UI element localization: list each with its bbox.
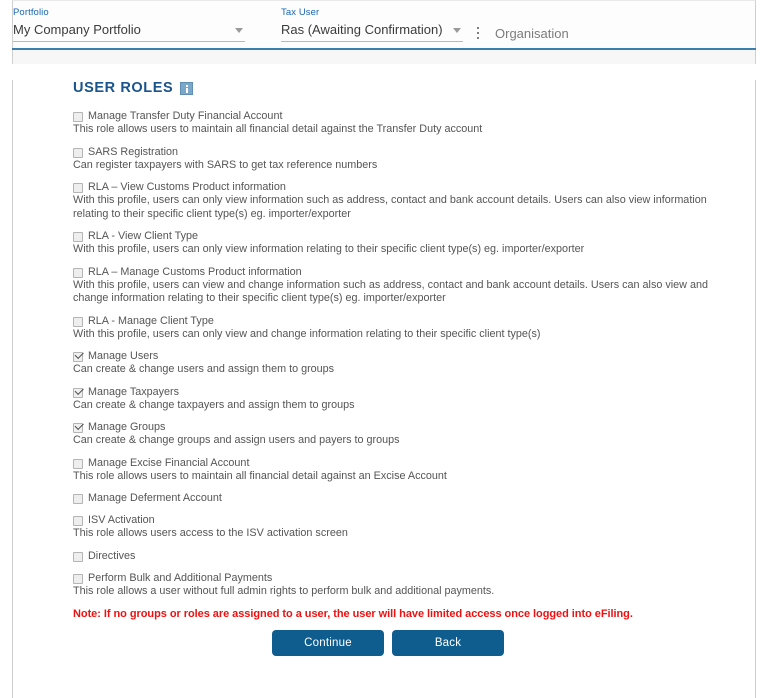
- role-item: [73, 230, 755, 257]
- role-checkbox[interactable]: [73, 423, 83, 433]
- role-title: Directives: [88, 549, 136, 562]
- role-title: RLA - View Client Type: [88, 230, 199, 242]
- role-description: Can create & change users and assign them to groups: [73, 363, 335, 375]
- context-toolbar: [12, 0, 756, 48]
- kebab-dot: [477, 27, 480, 30]
- tax-user-selector[interactable]: [281, 7, 463, 42]
- role-description: With this profile, users can only view and change information relating to their specific client type(s): [73, 327, 541, 340]
- role-checkbox[interactable]: [73, 183, 83, 193]
- role-description: This role allows users to maintain all financial detail against an Excise Account: [73, 469, 447, 482]
- form-actions: [13, 630, 755, 656]
- role-checkbox-row[interactable]: [73, 315, 755, 328]
- role-title: ISV Activation: [88, 514, 155, 526]
- role-checkbox-row[interactable]: [73, 230, 755, 243]
- role-title: Manage Users: [88, 350, 159, 362]
- role-item: [73, 350, 755, 377]
- role-description: Can register taxpayers with SARS to get tax reference numbers: [73, 158, 378, 171]
- page-title: [73, 80, 755, 96]
- kebab-dot: [477, 32, 480, 35]
- role-checkbox[interactable]: [73, 459, 83, 469]
- role-item: [73, 457, 755, 484]
- info-icon[interactable]: [180, 82, 193, 95]
- role-title: SARS Registration: [88, 145, 179, 158]
- role-title: Manage Transfer Duty Financial Account: [88, 110, 283, 122]
- roles-list: [73, 110, 755, 598]
- role-checkbox-row[interactable]: [73, 421, 755, 434]
- roles-note: Note: If no groups or roles are assigned to a user, the user will have limited access once logged into eFiling.: [73, 608, 633, 620]
- role-title: Perform Bulk and Additional Payments: [88, 571, 273, 584]
- role-checkbox-row[interactable]: [73, 550, 755, 563]
- role-item: [73, 315, 755, 342]
- role-checkbox-row[interactable]: [73, 492, 755, 505]
- role-checkbox-row[interactable]: [73, 146, 755, 159]
- continue-button[interactable]: Continue: [272, 630, 384, 656]
- role-title: RLA – View Customs Product information: [88, 181, 286, 193]
- role-item: [73, 492, 755, 505]
- portfolio-dropdown[interactable]: [13, 20, 245, 42]
- roles-panel: [12, 80, 756, 698]
- role-description: With this profile, users can only view information such as address, contact and bank account details. Users can also view information relating to their specific client type(s) eg. importer/exporter: [73, 194, 707, 220]
- chevron-down-icon: [235, 28, 243, 33]
- role-title: Manage Groups: [88, 421, 166, 433]
- role-checkbox-row[interactable]: [73, 181, 755, 194]
- tax-user-dropdown[interactable]: [281, 20, 463, 42]
- role-item: [73, 266, 755, 306]
- role-title: Manage Deferment Account: [88, 492, 222, 504]
- role-checkbox[interactable]: [73, 317, 83, 327]
- role-checkbox-row[interactable]: [73, 514, 755, 527]
- role-item: [73, 386, 755, 413]
- organisation-label: Organisation: [495, 26, 569, 41]
- role-checkbox[interactable]: [73, 148, 83, 158]
- role-title: RLA - Manage Client Type: [88, 314, 214, 327]
- role-description: Can create & change taxpayers and assign them to groups: [73, 398, 355, 411]
- role-checkbox[interactable]: [73, 574, 83, 584]
- role-checkbox-row[interactable]: [73, 266, 755, 279]
- role-checkbox[interactable]: [73, 552, 83, 562]
- role-description: With this profile, users can view and change information such as address, contact and bank account details. Users can also view and change information relating to their specific client type(s) eg. importer/exporter: [73, 278, 708, 304]
- role-item: [73, 181, 755, 221]
- portfolio-value: My Company Portfolio: [13, 22, 141, 37]
- tax-user-label: Tax User: [281, 7, 320, 18]
- role-description: Can create & change groups and assign users and payers to groups: [73, 434, 400, 446]
- chevron-down-icon: [453, 28, 461, 33]
- role-title: RLA – Manage Customs Product information: [88, 265, 302, 278]
- tax-user-value: Ras (Awaiting Confirmation): [281, 22, 443, 37]
- role-description: This role allows users access to the ISV activation screen: [73, 527, 348, 539]
- role-item: [73, 421, 755, 448]
- more-vertical-icon[interactable]: [471, 23, 485, 43]
- role-title: Manage Taxpayers: [88, 385, 180, 398]
- role-checkbox[interactable]: [73, 494, 83, 504]
- sub-header-strip: [12, 50, 756, 64]
- role-checkbox[interactable]: [73, 268, 83, 278]
- role-checkbox[interactable]: [73, 232, 83, 242]
- role-checkbox[interactable]: [73, 352, 83, 362]
- role-item: [73, 550, 755, 563]
- role-checkbox-row[interactable]: [73, 386, 755, 399]
- page-title-text: USER ROLES: [73, 80, 174, 96]
- kebab-dot: [477, 37, 480, 40]
- role-checkbox-row[interactable]: [73, 572, 755, 585]
- role-title: Manage Excise Financial Account: [88, 456, 250, 469]
- role-item: [73, 110, 755, 137]
- role-checkbox[interactable]: [73, 516, 83, 526]
- portfolio-label: Portfolio: [13, 7, 49, 18]
- role-item: [73, 146, 755, 173]
- role-description: This role allows a user without full admin rights to perform bulk and additional payments.: [73, 584, 495, 597]
- role-item: [73, 514, 755, 541]
- role-checkbox-row[interactable]: [73, 350, 755, 363]
- role-checkbox[interactable]: [73, 388, 83, 398]
- role-description: With this profile, users can only view information relating to their specific client type(s) eg. importer/exporter: [73, 243, 585, 255]
- role-item: [73, 572, 755, 599]
- role-description: This role allows users to maintain all financial detail against the Transfer Duty account: [73, 123, 483, 135]
- role-checkbox-row[interactable]: [73, 110, 755, 123]
- back-button[interactable]: Back: [392, 630, 504, 656]
- role-checkbox[interactable]: [73, 112, 83, 122]
- role-checkbox-row[interactable]: [73, 457, 755, 470]
- portfolio-selector[interactable]: [13, 7, 245, 42]
